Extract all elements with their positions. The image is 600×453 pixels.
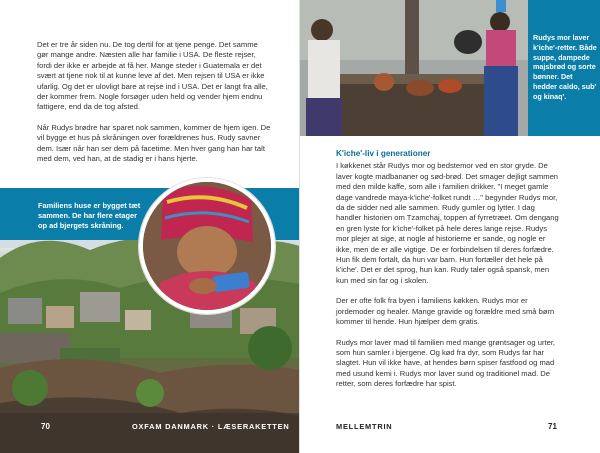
photo-caption-right: Rudys mor laver k'iche'-retter. Både suppe, dampede majsbrød og sorte bønner. Det hedder caldo, sub' og kinaq'. [533, 33, 597, 101]
left-paragraph-2: Når Rudys brødre har sparet nok sammen, kommer de hjem igen. De vil bygge et hus på skråningen over forældrenes hus. Rudy savner dem. Især når han ser dem på facetime. Men hver gang han har talt med dem, ved han, at de stadig er i hans hjerte. [37, 122, 271, 164]
kitchen-illustration [300, 0, 528, 136]
right-paragraph-2: Der er ofte folk fra byen i familiens køkken. Rudys mor er jordemoder og healer. Mange gravide og forældre med små børn kommer til hende. Hun hjælper dem gratis. [336, 296, 555, 327]
right-paragraph-1: I køkkenet står Rudys mor og bedstemor ved en stor gryde. De laver kogte madbananer og sød-brød. Det smager dejligt sammen med den milde kaffe, som alle i familien drikker. "I meget gamle dage vandrede maya-k'iche'-folket rundt …" begynder Rudys mor, da de sidder ned alle sammen. Rudy gumler og lytter. I dag handler historien om Tzamchaj, toppen af fyrretræet. Om dengang en gren lyste for k'iche'-folket på hele deres lange rejse. Rudys mor plejer at sige, at nogle af historierne er sande, og nogle er ikke, men de er alle vigtige. De er forbindelsen til deres forfædre. Hun fik dem fortalt, da hun var barn. Hun fortæller det hele på k'iche'. Det er det sprog, hun kan. Rudy taler også spansk, men kun med sin far og i skolen. [336, 161, 559, 285]
boy-with-phone-photo [139, 178, 275, 314]
section-heading: K'iche'-liv i generationer [336, 149, 431, 158]
right-text-column [336, 149, 562, 400]
footer-right: MELLEMTRIN [336, 422, 393, 431]
right-paragraph-3: Rudys mor laver mad til familien med mange grøntsager og urter, som hun samler i bjergene. Og kød fra dyr, som Rudys far har slagtet. Hun vil ikke have, at hendes børn spiser fastfood og mad med usund kemi i. Rudys mor laver sund og traditionel mad. De retter, som deres forfædre har spist. [336, 337, 556, 389]
kitchen-photo [300, 0, 528, 136]
boy-illustration [143, 182, 271, 310]
footer-left: OXFAM DANMARK · LÆSERAKETTEN [132, 422, 290, 431]
photo-caption-left: Familiens huse er bygget tæt sammen. De har flere etager op ad bjergets skråning. [38, 201, 141, 230]
left-paragraph-1: Det er tre år siden nu. De tog dertil for at tjene penge. Det samme gør mange andre. Næsten alle har familie i USA. De fleste rejser, fordi der ikke er arbejde at få her. Mange steder i Guatemala er det svært at tjene nok til at kunne leve af det. Men rejsen til USA er ikke ufarlig. Og det er ulovligt bare at rejse ind i USA. Det er langt fra alle, der kommer frem. Nogle forsøger uden held og vender hjem endnu fattigere, end da de tog afsted. [37, 40, 268, 112]
page-number-left: 70 [41, 422, 50, 431]
left-text-column [37, 40, 271, 174]
page-number-right: 71 [548, 422, 557, 431]
